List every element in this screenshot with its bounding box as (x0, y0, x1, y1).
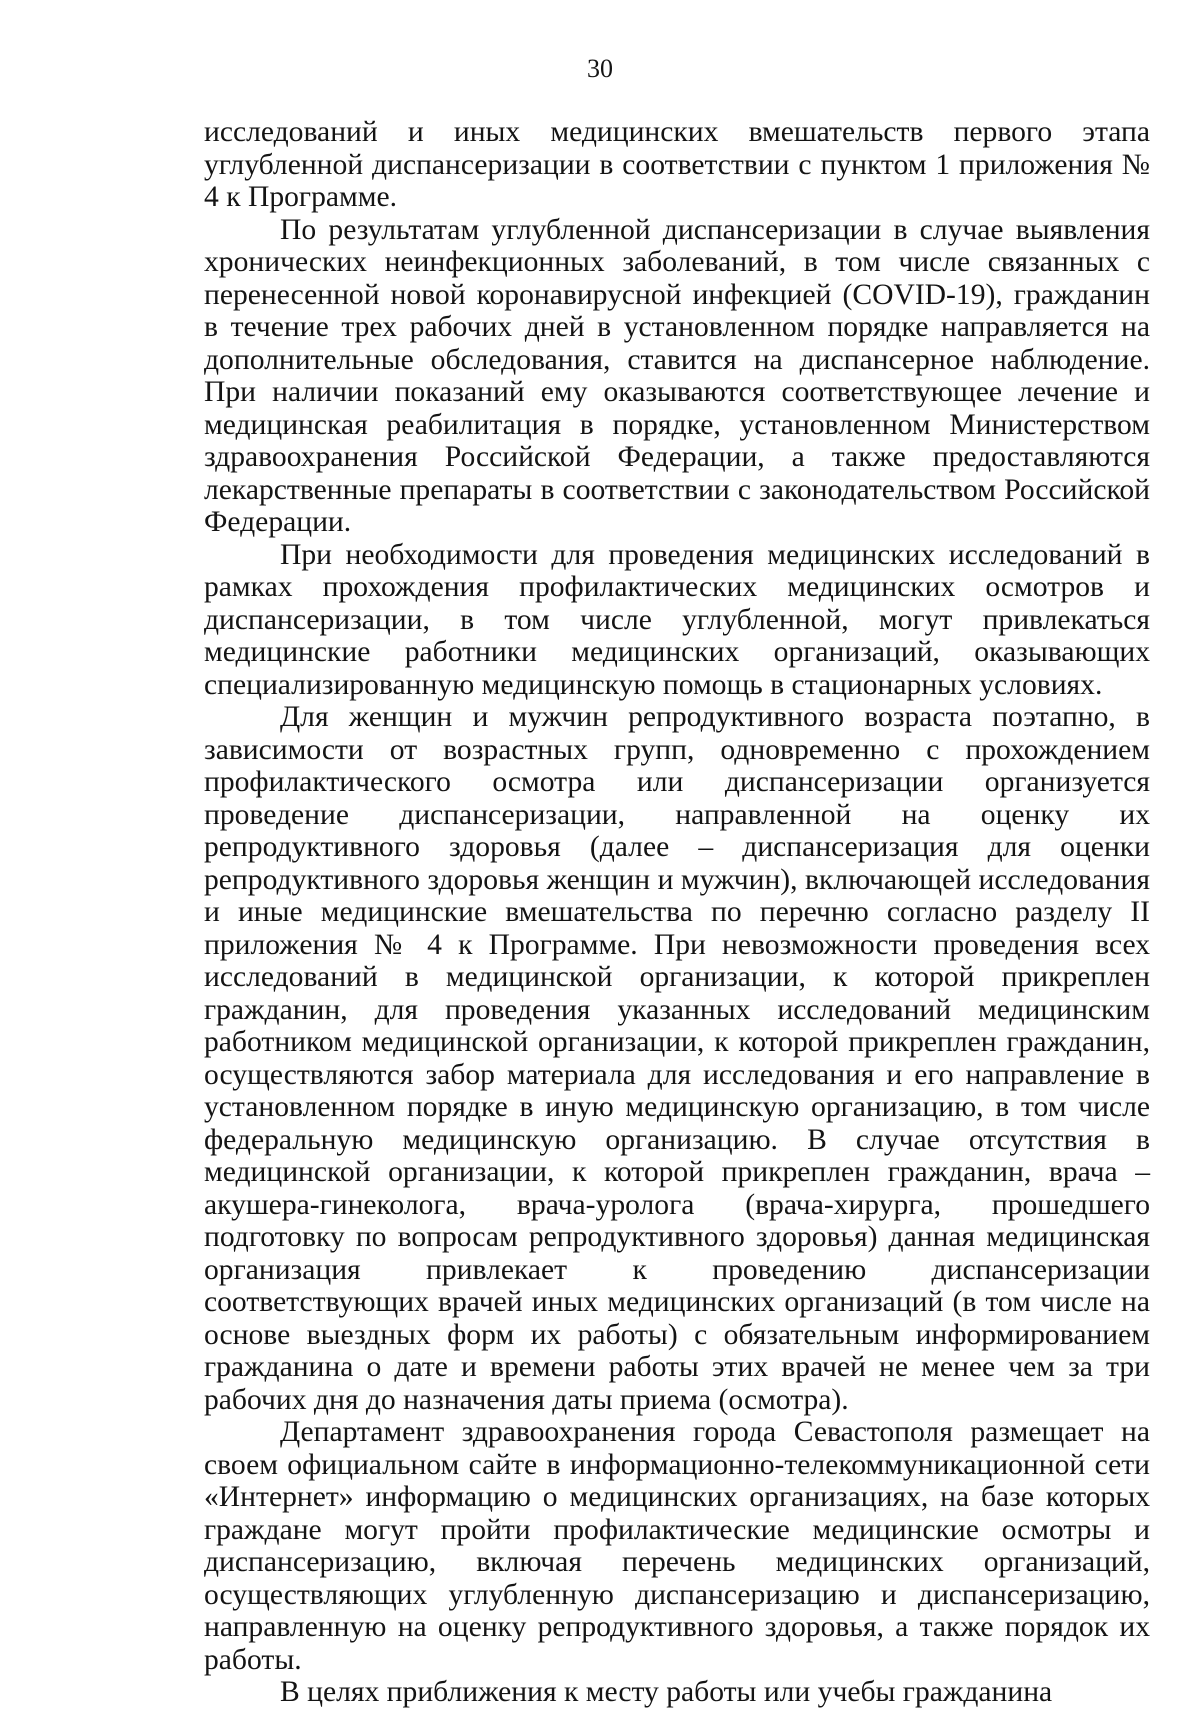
paragraph-1: исследований и иных медицинских вмешательств первого этапа углубленной диспансеризации в соответствии с пунктом 1 приложения № 4 к Программе. (204, 116, 1150, 213)
paragraph-3: При необходимости для проведения медицинских исследований в рамках прохождения профилактических медицинских осмотров и диспансеризации, в том числе углубленной, могут привлекаться медицинские работники медицинских организаций, оказывающих специализированную медицинскую помощь в стационарных условиях. (204, 538, 1150, 701)
document-body (204, 116, 1150, 1709)
paragraph-2: По результатам углубленной диспансеризации в случае выявления хронических неинфекционных заболеваний, в том числе связанных с перенесенной новой коронавирусной инфекцией (COVID-19), гражданин в течение трех рабочих дней в установленном порядке направляется на дополнительные обследования, ставится на диспансерное наблюдение. При наличии показаний ему оказываются соответствующее лечение и медицинская реабилитация в порядке, установленном Министерством здравоохранения Российской Федерации, а также предоставляются лекарственные препараты в соответствии с законодательством Российской Федерации. (204, 213, 1150, 538)
page-number: 30 (587, 54, 613, 83)
paragraph-6: В целях приближения к месту работы или учебы гражданина (280, 1676, 1053, 1708)
paragraph-5: Департамент здравоохранения города Севастополя размещает на своем официальном сайте в информационно-телекоммуникационной сети «Интернет» информацию о медицинских организациях, на базе которых граждане могут пройти профилактические медицинские осмотры и диспансеризацию, включая перечень медицинских организаций, осуществляющих углубленную диспансеризацию и диспансеризацию, направленную на оценку репродуктивного здоровья, а также порядок их работы. (204, 1416, 1150, 1676)
paragraph-4: Для женщин и мужчин репродуктивного возраста поэтапно, в зависимости от возрастных групп, одновременно с прохождением профилактического осмотра или диспансеризации организуется проведение диспансеризации, направленной на оценку их репродуктивного здоровья (далее – диспансеризация для оценки репродуктивного здоровья женщин и мужчин), включающей исследования и иные медицинские вмешательства по перечню согласно разделу II приложения № 4 к Программе. При невозможности проведения всех исследований в медицинской организации, к которой прикреплен гражданин, для проведения указанных исследований медицинским работником медицинской организации, к которой прикреплен гражданин, осуществляются забор материала для исследования и его направление в установленном порядке в иную медицинскую организацию, в том числе федеральную медицинскую организацию. В случае отсутствия в медицинской организации, к которой прикреплен гражданин, врача – акушера-гинеколога, врача-уролога (врача-хирурга, прошедшего подготовку по вопросам репродуктивного здоровья) данная медицинская организация привлекает к проведению диспансеризации соответствующих врачей иных медицинских организаций (в том числе на основе выездных форм их работы) с обязательным информированием гражданина о дате и времени работы этих врачей не менее чем за три рабочих дня до назначения даты приема (осмотра). (204, 701, 1150, 1416)
